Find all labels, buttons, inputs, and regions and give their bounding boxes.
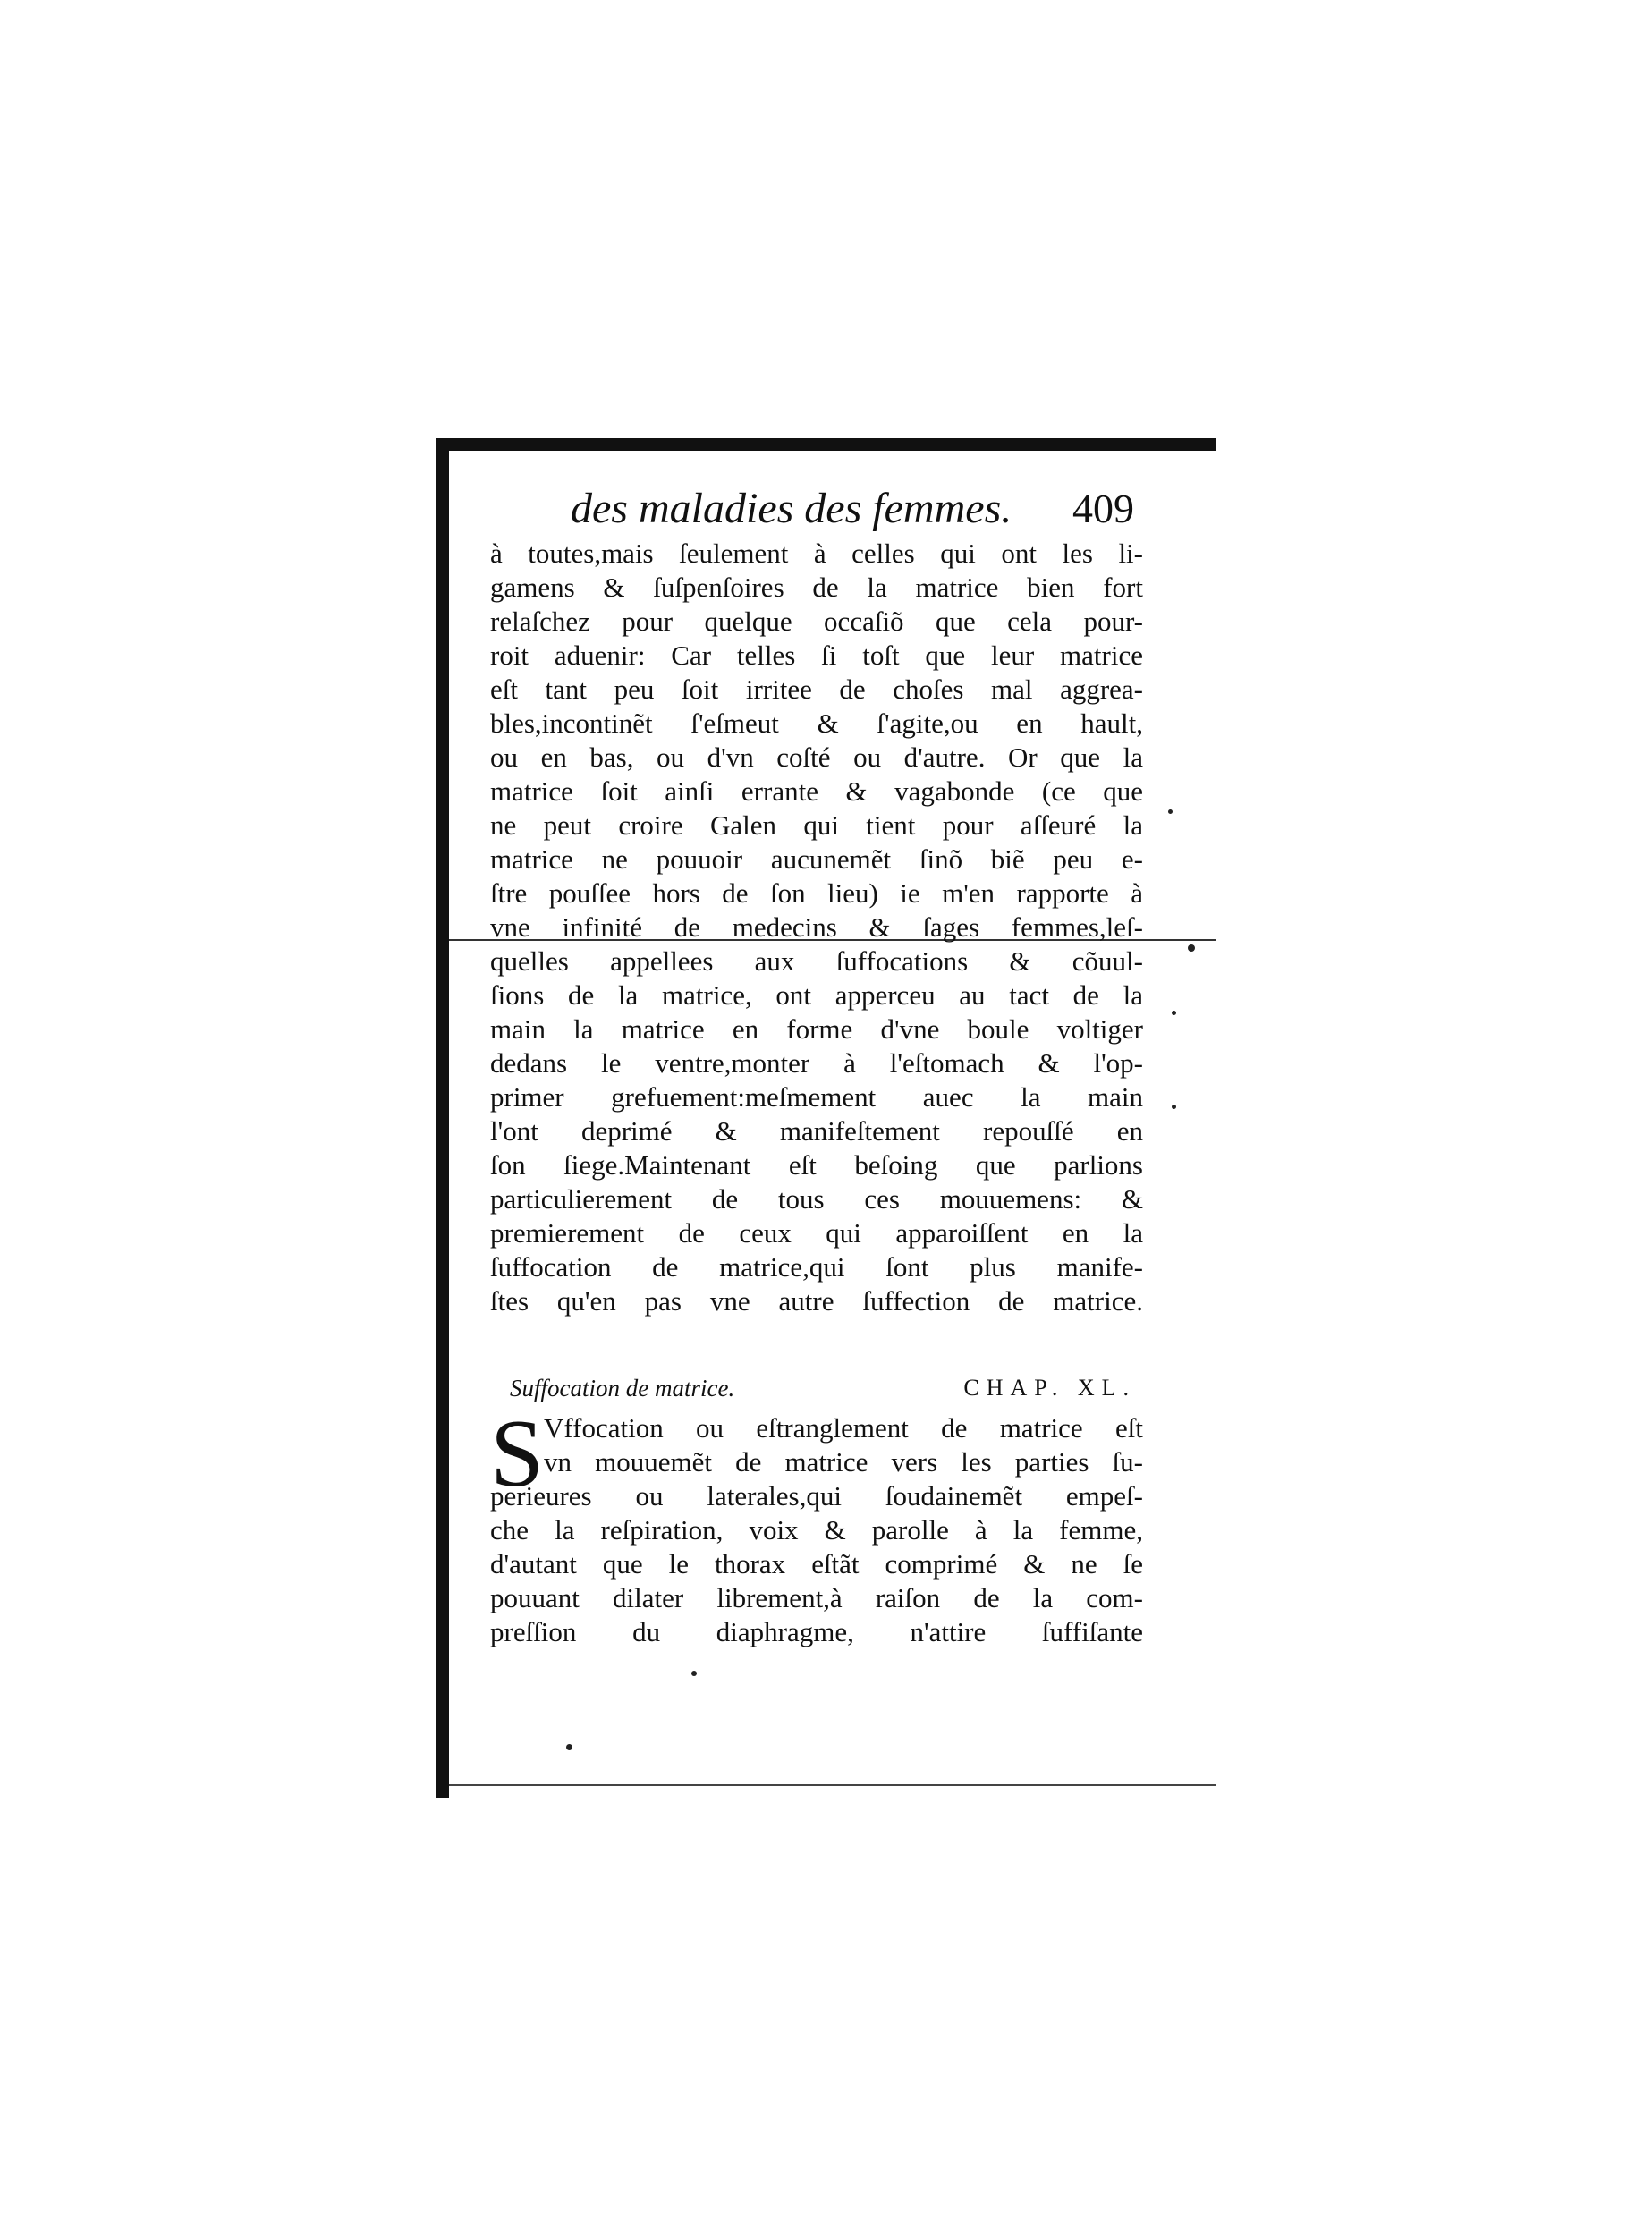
text-line: main la matrice en forme d'vne boule voltiger	[490, 1013, 1143, 1045]
top-border	[436, 438, 1216, 451]
text-line: ſon ſiege.Maintenant eſt beſoing que parlions	[490, 1149, 1143, 1181]
text-line: roit aduenir: Car telles ſi toſt que leur matrice	[490, 639, 1143, 671]
text-line: d'autant que le thorax eſtãt comprimé & ne ſe	[490, 1548, 1143, 1580]
text-line: primer grefuement:meſmement auec la main	[490, 1081, 1143, 1113]
ink-speck	[1172, 1011, 1176, 1015]
ink-speck	[1172, 1105, 1176, 1109]
text-line: à toutes,mais ſeulement à celles qui ont les li-	[490, 538, 1143, 569]
ink-speck	[566, 1744, 572, 1750]
text-line: matrice ne pouuoir aucunemẽt ſinõ biẽ peu e-	[490, 843, 1143, 875]
running-title: des maladies des femmes.	[571, 485, 1012, 532]
page-frame	[436, 438, 1216, 1798]
body-text	[490, 537, 1143, 1318]
bottom-border	[449, 1784, 1216, 1786]
text-line: vne infinité de medecins & ſages femmes,leſ-	[490, 911, 1143, 943]
text-line: vn mouuemẽt de matrice vers les parties ſu-	[544, 1446, 1143, 1478]
ink-speck	[1188, 944, 1195, 952]
text-line: relaſchez pour quelque occaſiõ que cela pour-	[490, 606, 1143, 637]
chapter-body	[490, 1401, 1143, 1649]
text-line: premierement de ceux qui apparoiſſent en la	[490, 1217, 1143, 1249]
dropcap-lines	[490, 1411, 1143, 1479]
chapter-number: CHAP. XL.	[963, 1375, 1136, 1401]
chapter-heading	[510, 1368, 1136, 1413]
text-line: ſions de la matrice, ont apperceu au tact de la	[490, 979, 1143, 1011]
page-number: 409	[1072, 486, 1134, 531]
text-line: bles,incontinẽt ſ'eſmeut & ſ'agite,ou en hault,	[490, 707, 1143, 739]
text-line: preſſion du diaphragme, n'attire ſuffiſante	[490, 1616, 1143, 1647]
running-head	[490, 481, 1134, 544]
text-line: che la reſpiration, voix & parolle à la femme,	[490, 1514, 1143, 1546]
text-line: pouuant dilater librement,à raiſon de la com-	[490, 1582, 1143, 1613]
text-line: l'ont deprimé & manifeſtement repouſſé en	[490, 1115, 1143, 1147]
text-line: matrice ſoit ainſi errante & vagabonde (ce que	[490, 775, 1143, 807]
text-line: eſt tant peu ſoit irritee de choſes mal aggrea-	[490, 673, 1143, 705]
text-line: dedans le ventre,monter à l'eſtomach & l'op-	[490, 1047, 1143, 1079]
text-line: gamens & ſuſpenſoires de la matrice bien fort	[490, 572, 1143, 603]
text-line: quelles appellees aux ſuffocations & cõuul-	[490, 945, 1143, 977]
text-line: perieures ou laterales,qui ſoudainemẽt empeſ-	[490, 1480, 1143, 1512]
chapter-title: Suffocation de matrice.	[510, 1375, 735, 1402]
text-line: ſtre pouſſee hors de ſon lieu) ie m'en rapporte à	[490, 877, 1143, 909]
drop-capital: S	[490, 1401, 545, 1507]
ink-speck	[691, 1671, 697, 1676]
text-line: Vffocation ou eſtranglement de matrice eſt	[544, 1412, 1143, 1444]
text-line: ne peut croire Galen qui tient pour aſſeuré la	[490, 809, 1143, 841]
ink-speck	[1168, 809, 1173, 814]
text-line: ſtes qu'en pas vne autre ſuffection de matrice.	[490, 1285, 1143, 1317]
text-line: particulierement de tous ces mouuemens: &	[490, 1183, 1143, 1215]
left-border	[436, 438, 449, 1798]
text-line: ſuffocation de matrice,qui ſont plus manife-	[490, 1251, 1143, 1283]
text-line: ou en bas, ou d'vn coſté ou d'autre. Or que la	[490, 741, 1143, 773]
